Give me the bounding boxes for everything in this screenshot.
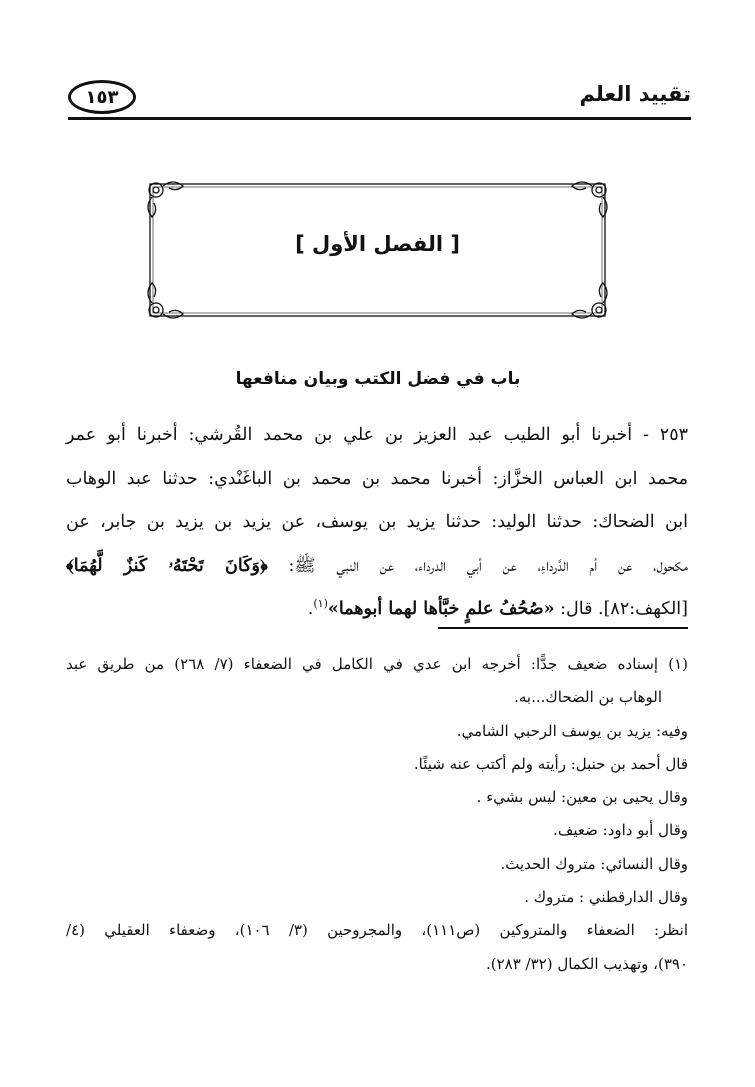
line-end-punct: . (307, 599, 314, 619)
footnote-line-1: (١) إسناده ضعيف جدًّا: أخرجه ابن عدي في الكامل في الضعفاء (٧/ ٢٦٨) من طريق عبد (66, 655, 688, 673)
section-title: باب في فضل الكتب وبيان منافعها (235, 369, 521, 389)
surah-reference: [الكهف:٨٢]. قال: (560, 599, 688, 619)
book-title: تقييد العلم (579, 82, 691, 106)
footnote-line-8: وقال الدارقطني : متروك . (524, 888, 688, 907)
text-line-5 (66, 588, 688, 632)
quran-verse: ﴿وَكَانَ تَحْتَهُۥ كَنزٌ لَّهُمَا﴾ (66, 555, 268, 576)
chapter-frame (142, 176, 613, 324)
hadith-quote: «صُحُفُ علمٍ خبَّأها لهما أبوهما» (327, 599, 555, 619)
text-line-4 (66, 545, 688, 589)
running-header (68, 80, 691, 114)
footnote-line-10: ٣٩٠)، وتهذيب الكمال (٣٢/ ٢٨٣). (485, 954, 688, 973)
page-number: ١٥٣ (68, 80, 136, 114)
footnote-line-4: قال أحمد بن حنبل: رأيته ولم أكتب عنه شيئًا. (413, 754, 688, 773)
text-line-4-prefix: مكحول، عن أم الدَّرداءِ، عن أبي الدرداء، عن النبي ﷺ: (288, 555, 688, 576)
footnote-line-6: وقال أبو داود: ضعيف. (553, 821, 688, 840)
footnote-line-9: انظر: الضعفاء والمتروكين (ص١١١)، والمجروحين (٣/ ١٠٦)، وضعفاء العقيلي (٤/ (66, 921, 689, 940)
footnote-marker: (١) (313, 597, 328, 611)
text-line-2: محمد ابن العباس الخزَّاز: أخبرنا محمد بن محمد بن الباغَنْدي: حدثنا عبد الوهاب (66, 468, 688, 489)
footnote-line-3: وفيه: يزيد بن يوسف الرحبي الشامي. (456, 721, 688, 740)
hadith-text (66, 414, 688, 632)
chapter-title: [ الفصل الأول ] (295, 232, 460, 256)
header-rule (68, 117, 691, 120)
footnote-separator (438, 627, 688, 629)
text-line-1: ٢٥٣ - أخبرنا أبو الطيب عبد العزيز بن علي بن محمد القُرشي: أخبرنا أبو عمر (66, 425, 688, 445)
text-line-3: ابن الضحاك: حدثنا الوليد: حدثنا يزيد بن يوسف، عن يزيد بن يزيد بن جابر، عن (66, 512, 688, 532)
footnotes (66, 648, 688, 981)
footnote-line-5: وقال يحيى بن معين: ليس بشيء . (476, 788, 688, 807)
footnote-line-7: وقال النسائي: متروك الحديث. (500, 854, 688, 873)
footnote-line-2: الوهاب بن الضحاك...به. (514, 688, 662, 707)
